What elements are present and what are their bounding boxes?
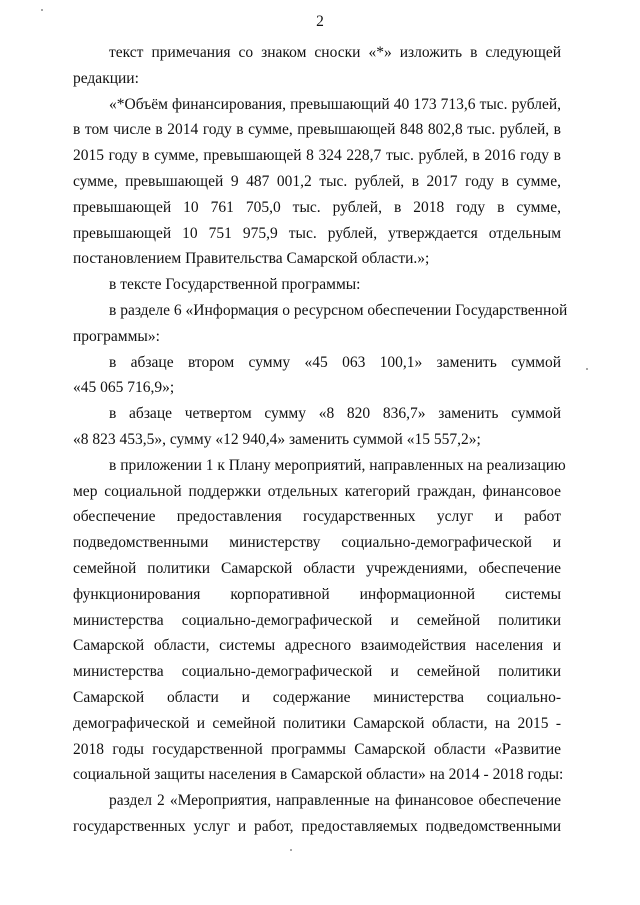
text-line: Самарской области и содержание министерства социально- [73,688,561,706]
text-line: демографической и семейной политики Самарской области, на 2015 - [73,714,561,732]
paragraph-footnote-intro [73,40,561,92]
text-line: в том числе в 2014 году в сумме, превышающей 848 802,8 тыс. рублей, в [73,121,561,139]
scan-speck [290,849,292,851]
text-line: министерства социально-демографической и семейной политики [73,611,561,629]
paragraph-appendix-1 [73,453,566,788]
paragraph-section-2 [73,788,561,840]
text-line: редакции: [73,69,139,87]
text-line: в разделе 6 «Информация о ресурсном обеспечении Государственной [109,301,568,319]
text-line: в абзаце четвертом сумму «8 820 836,7» заменить суммой [109,405,561,423]
text-line: раздел 2 «Мероприятия, направленные на финансовое обеспечение [109,792,561,810]
text-line: в приложении 1 к Плану мероприятий, направленных на реализацию [109,456,566,474]
text-line: обеспечение предоставления государственных услуг и работ [73,508,561,526]
text-line: 2018 годы государственной программы Самарской области «Развитие [73,740,561,758]
scan-speck [41,9,43,11]
text-line: мер социальной поддержки отдельных категорий граждан, финансовое [73,482,561,500]
text-line: министерства социально-демографической и семейной политики [73,663,561,681]
text-line: Самарской области, системы адресного взаимодействия населения и [73,637,561,655]
text-line: текст примечания со знаком сноски «*» изложить в следующей [109,44,561,61]
text-line: превышающей 10 751 975,9 тыс. рублей, утверждается отдельным [73,224,561,242]
text-line: 2015 году в сумме, превышающей 8 324 228,7 тыс. рублей, в 2016 году в [73,147,561,165]
paragraph-second [73,350,561,402]
text-line: программы»: [73,327,160,345]
text-line: функционирования корпоративной информационной системы [73,585,561,603]
text-line: «8 823 453,5», сумму «12 940,4» заменить суммой «15 557,2»; [73,430,481,448]
text-line: в тексте Государственной программы: [109,276,361,294]
text-line: подведомственными министерству социально-демографической и [73,534,561,552]
paragraph-footnote-text [73,92,561,273]
document-body [73,40,568,840]
text-line: в абзаце втором сумму «45 063 100,1» заменить суммой [109,353,561,371]
paragraph-fourth [73,401,561,453]
text-line: социальной защиты населения в Самарской области» на 2014 - 2018 годы: [73,766,564,784]
paragraph-section-6 [73,298,568,350]
scan-speck [586,368,588,370]
text-line: «45 065 716,9»; [73,379,175,397]
text-line: превышающей 10 761 705,0 тыс. рублей, в 2018 году в сумме, [73,198,561,216]
text-line: «*Объём финансирования, превышающий 40 173 713,6 тыс. рублей, [109,95,561,113]
text-line: сумме, превышающей 9 487 001,2 тыс. рублей, в 2017 году в сумме, [73,172,561,190]
text-line: государственных услуг и работ, предоставляемых подведомственными [73,817,561,835]
paragraph-program-text [73,272,561,298]
text-line: постановлением Правительства Самарской области.»; [73,250,430,268]
text-line: семейной политики Самарской области учреждениями, обеспечение [73,559,561,577]
page-number: 2 [316,13,324,30]
